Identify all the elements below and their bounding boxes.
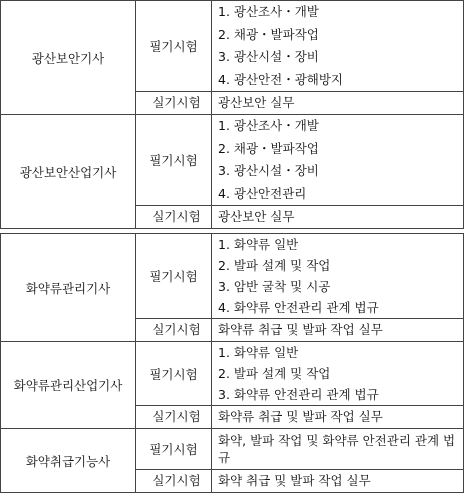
practical-subject-cell: 광산보안 실무 [212,206,464,229]
list-item: 1. 화약류 일반 [218,345,299,360]
cert-name-cell: 화약취급기능사 [1,429,136,493]
exam-type-cell: 실기시험 [136,406,212,429]
subject-list-cell [212,115,464,206]
list-item: 1. 광산조사・개발 [218,4,319,19]
cert-name-cell: 광산보안산업기사 [1,115,136,229]
table-row [1,234,464,319]
list-item: 4. 광산안전관리 [218,185,307,201]
list-item: 3. 광산시설・장비 [218,163,319,178]
list-item: 3. 광산시설・장비 [218,49,319,64]
table-row [1,1,464,92]
table-row [1,115,464,206]
practical-subject-cell: 화약류 취급 및 발파 작업 실무 [212,406,464,429]
explosives-exam-table [0,233,464,493]
list-item: 2. 발파 설계 및 작업 [218,258,331,273]
list-item: 2. 채광・발파작업 [218,140,319,156]
list-item: 1. 광산조사・개발 [218,118,319,133]
exam-type-cell: 필기시험 [136,115,212,206]
exam-type-cell: 실기시험 [136,206,212,229]
practical-subject-cell: 화약 취급 및 발파 작업 실무 [212,470,464,493]
subject-list-cell [212,1,464,92]
written-subject-cell: 화약, 발파 작업 및 화약류 안전관리 관계 법규 [212,429,464,470]
list-item: 4. 광산안전・광해방지 [218,71,344,87]
table-row [1,342,464,406]
list-item: 1. 화약류 일반 [218,237,299,252]
list-item: 2. 발파 설계 및 작업 [218,366,331,381]
cert-name-cell: 광산보안기사 [1,1,136,115]
list-item: 2. 채광・발파작업 [218,26,319,42]
subject-list-cell [212,234,464,319]
exam-type-cell: 실기시험 [136,470,212,493]
cert-name-cell: 화약류관리기사 [1,234,136,342]
exam-type-cell: 실기시험 [136,92,212,115]
exam-type-cell: 필기시험 [136,342,212,406]
cert-name-cell: 화약류관리산업기사 [1,342,136,429]
list-item: 3. 암반 굴착 및 시공 [218,279,331,294]
subject-list-cell [212,342,464,406]
table-row [1,429,464,470]
exam-type-cell: 실기시험 [136,319,212,342]
practical-subject-cell: 광산보안 실무 [212,92,464,115]
exam-type-cell: 필기시험 [136,1,212,92]
list-item: 4. 화약류 안전관리 관계 법규 [218,300,379,315]
exam-type-cell: 필기시험 [136,234,212,319]
mine-safety-exam-table [0,0,464,229]
list-item: 3. 화약류 안전관리 관계 법규 [218,387,379,402]
exam-type-cell: 필기시험 [136,429,212,470]
practical-subject-cell: 화약류 취급 및 발파 작업 실무 [212,319,464,342]
